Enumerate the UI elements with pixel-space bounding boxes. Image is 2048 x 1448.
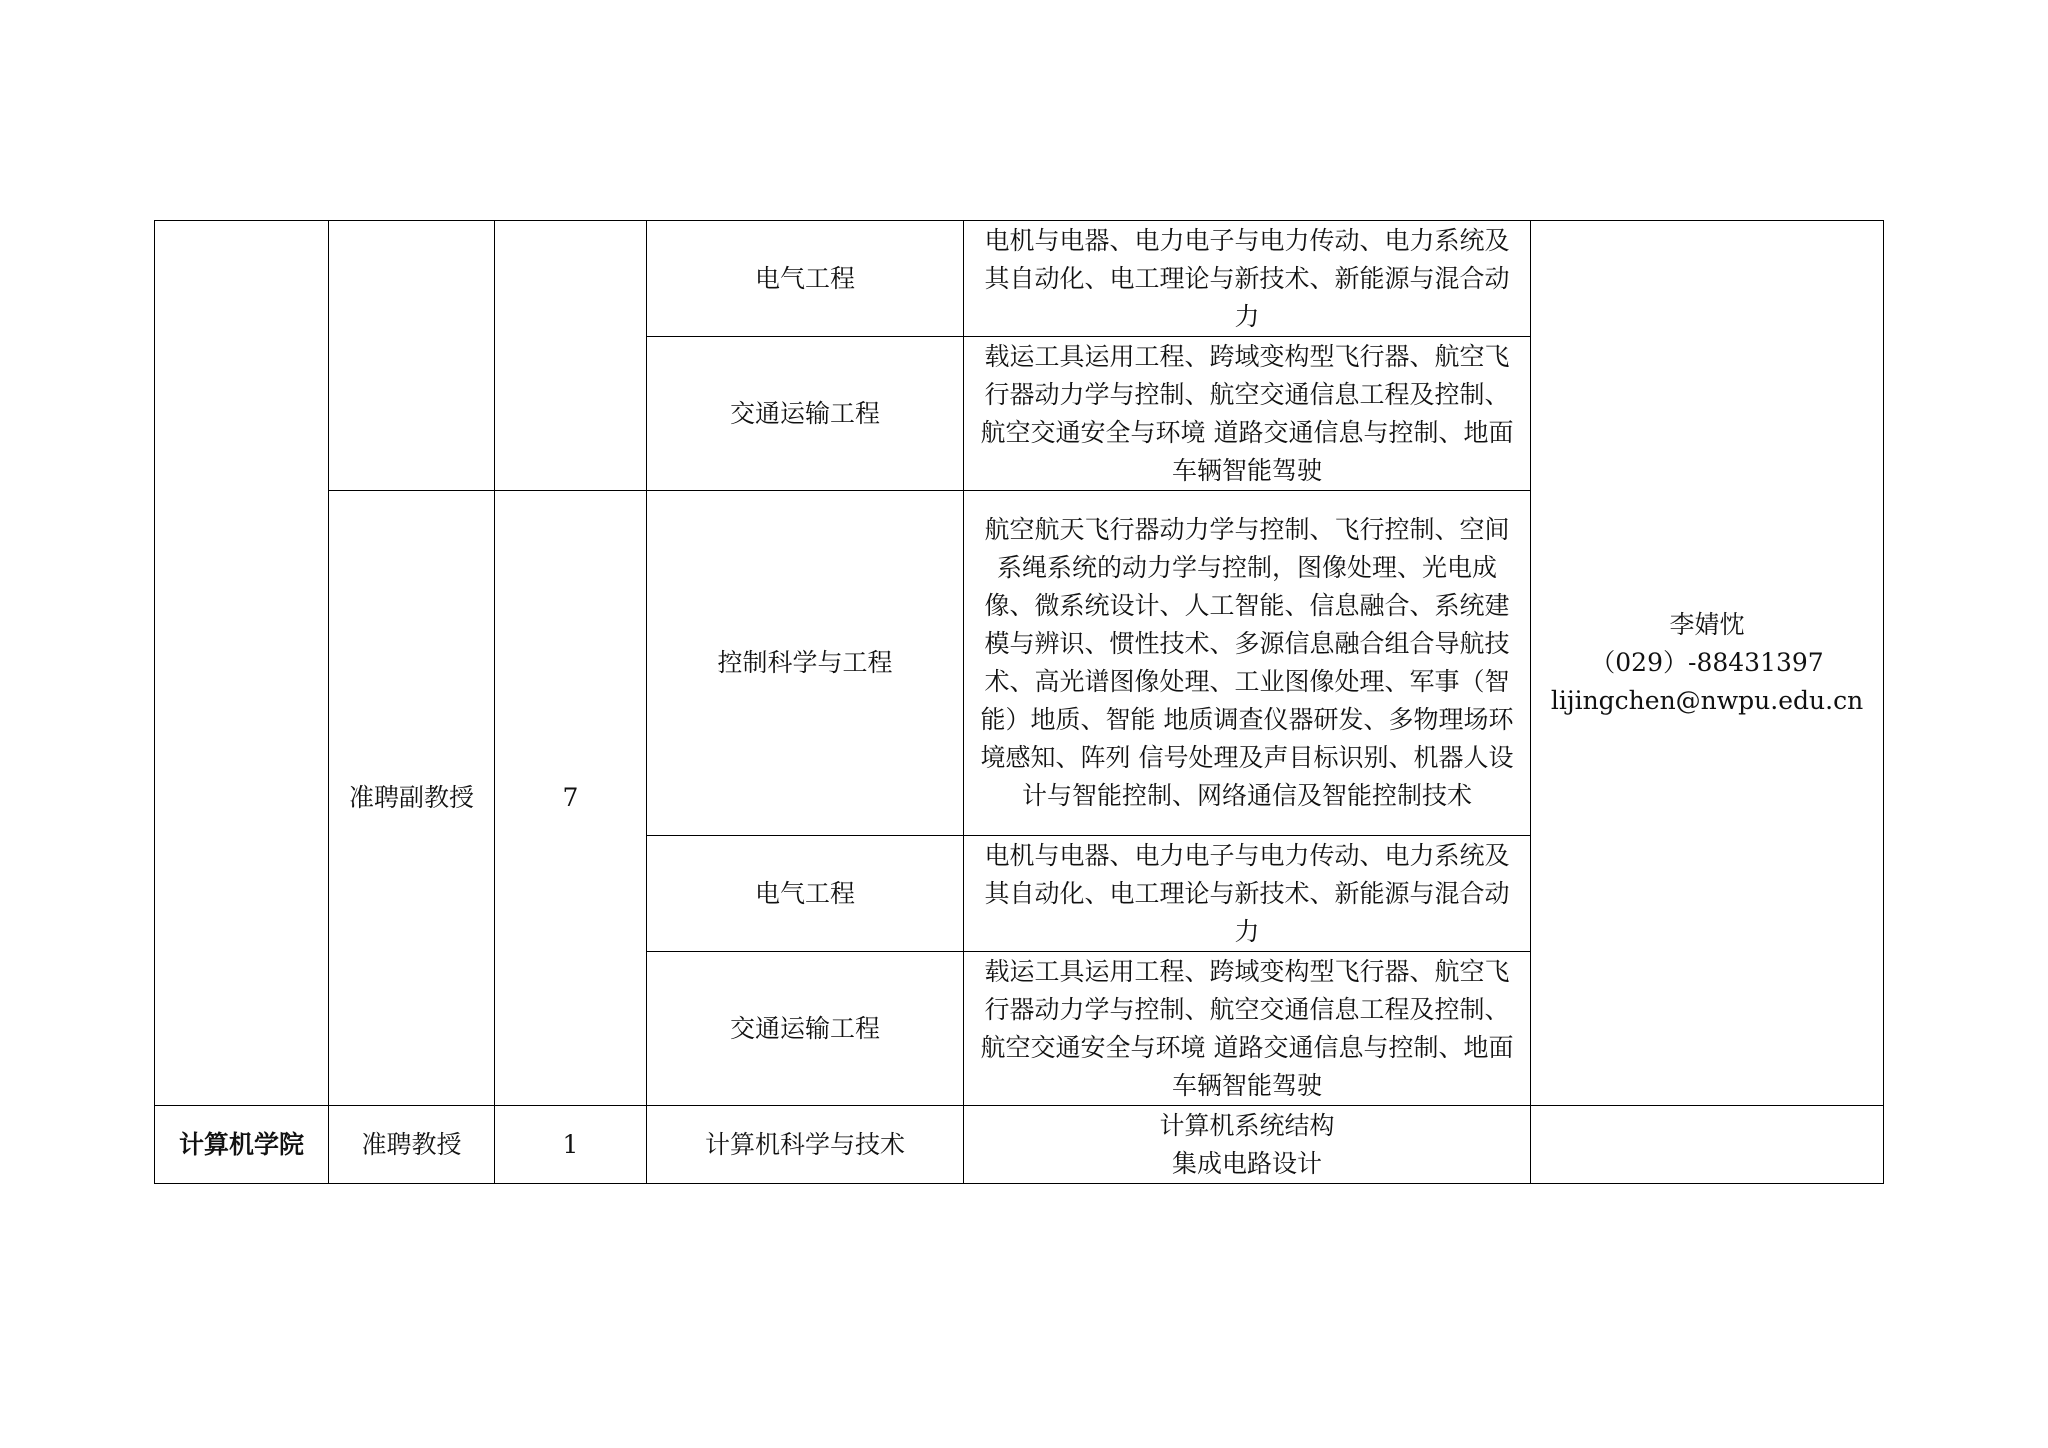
directions-cell: 载运工具运用工程、跨域变构型飞行器、航空飞行器动力学与控制、航空交通信息工程及控制、航空交通安全与环境 道路交通信息与控制、地面车辆智能驾驶 — [964, 952, 1531, 1106]
major-cell: 电气工程 — [647, 221, 964, 337]
major-cell: 电气工程 — [647, 836, 964, 952]
college-cell: 计算机学院 — [155, 1106, 329, 1184]
contact-phone: （029）-88431397 — [1590, 648, 1824, 677]
position-cell: 准聘副教授 — [329, 491, 495, 1106]
count-cell: 7 — [495, 491, 647, 1106]
contact-cell — [1531, 221, 1884, 1106]
major-cell: 计算机科学与技术 — [647, 1106, 964, 1184]
recruitment-table — [154, 220, 1884, 1184]
directions-cell: 载运工具运用工程、跨域变构型飞行器、航空飞行器动力学与控制、航空交通信息工程及控制、航空交通安全与环境 道路交通信息与控制、地面车辆智能驾驶 — [964, 337, 1531, 491]
college-cell — [155, 221, 329, 1106]
directions-cell: 电机与电器、电力电子与电力传动、电力系统及其自动化、电工理论与新技术、新能源与混合动力 — [964, 836, 1531, 952]
major-cell: 交通运输工程 — [647, 337, 964, 491]
major-cell: 控制科学与工程 — [647, 491, 964, 836]
count-cell — [495, 221, 647, 491]
table-row — [155, 221, 1884, 337]
position-cell — [329, 221, 495, 491]
major-cell: 交通运输工程 — [647, 952, 964, 1106]
position-cell: 准聘教授 — [329, 1106, 495, 1184]
contact-name: 李婧忱 — [1669, 610, 1745, 639]
contact-cell-empty — [1531, 1106, 1884, 1184]
count-cell: 1 — [495, 1106, 647, 1184]
contact-email: lijingchen@nwpu.edu.cn — [1550, 686, 1864, 715]
direction-line: 计算机系统结构 — [1159, 1110, 1335, 1140]
directions-cell: 航空航天飞行器动力学与控制、飞行控制、空间系绳系统的动力学与控制，图像处理、光电成像、微系统设计、人工智能、信息融合、系统建模与辨识、惯性技术、多源信息融合组合导航技术、高光谱图像处理、工业图像处理、军事（智能）地质、智能 地质调查仪器研发、多物理场环境感知、阵列 信号处理及声目标识别、机器人设计与智能控制、网络通信及智能控制技术 — [964, 491, 1531, 836]
directions-cell — [964, 1106, 1531, 1184]
table-row — [155, 1106, 1884, 1184]
direction-line: 集成电路设计 — [1171, 1148, 1322, 1178]
directions-cell: 电机与电器、电力电子与电力传动、电力系统及其自动化、电工理论与新技术、新能源与混合动力 — [964, 221, 1531, 337]
